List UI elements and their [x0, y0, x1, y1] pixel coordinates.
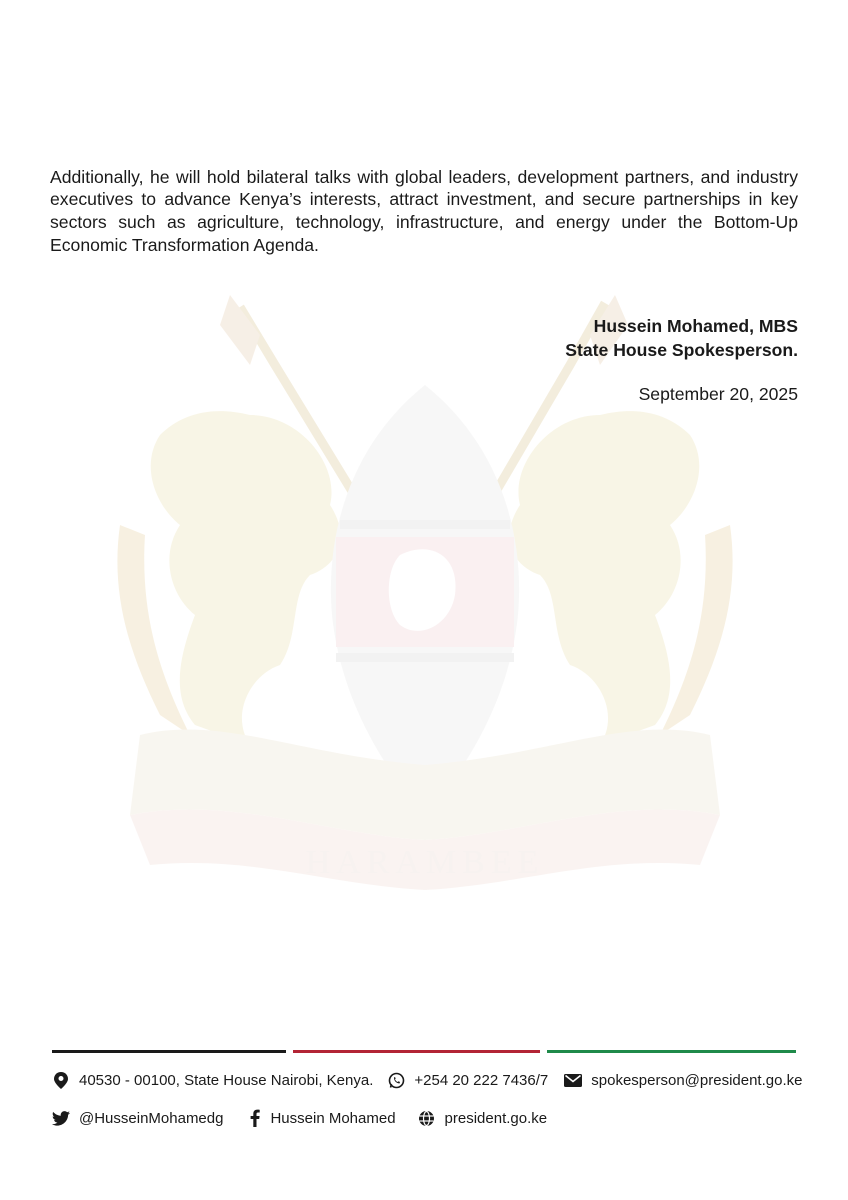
website-text: president.go.ke: [444, 1109, 548, 1127]
location-pin-icon: [52, 1071, 70, 1089]
twitter-handle: @HusseinMohamedg: [79, 1109, 224, 1127]
footer-website[interactable]: [418, 1109, 548, 1127]
footer-rule-red: [293, 1050, 540, 1053]
release-date: September 20, 2025: [638, 384, 798, 404]
footer-contact-row: [52, 1071, 802, 1089]
facebook-name: Hussein Mohamed: [270, 1109, 396, 1127]
footer-facebook[interactable]: [249, 1109, 395, 1127]
footer-rule-green: [547, 1050, 796, 1053]
phone-text: +254 20 222 7436/7: [414, 1071, 549, 1089]
whatsapp-icon: [387, 1071, 405, 1089]
watermark-motto: HARAMBEE: [305, 844, 545, 881]
mail-icon: [564, 1071, 582, 1089]
footer-social-row: [52, 1109, 547, 1127]
address-text: 40530 - 00100, State House Nairobi, Kenya.: [79, 1071, 374, 1089]
footer-phone[interactable]: [387, 1071, 548, 1089]
footer-address: [52, 1071, 373, 1089]
signature-block: [565, 314, 798, 406]
email-text: spokesperson@president.go.ke: [591, 1071, 803, 1089]
body-paragraph: Additionally, he will hold bilateral talks with global leaders, development partners, and industry executives to advance Kenya’s interests, attract investment, and secure partnerships in key sectors such as agriculture, technology, infrastructure, and energy under the Bottom-Up Economic Transformation Agenda.: [50, 166, 798, 255]
footer-rule-black: [52, 1050, 286, 1053]
facebook-icon: [249, 1109, 261, 1127]
footer-email[interactable]: [564, 1071, 802, 1089]
signatory-name: Hussein Mohamed, MBS: [593, 316, 798, 336]
globe-icon: [418, 1109, 436, 1127]
signatory-title: State House Spokesperson.: [565, 340, 798, 360]
twitter-icon: [52, 1109, 70, 1127]
footer-twitter[interactable]: [52, 1109, 223, 1127]
